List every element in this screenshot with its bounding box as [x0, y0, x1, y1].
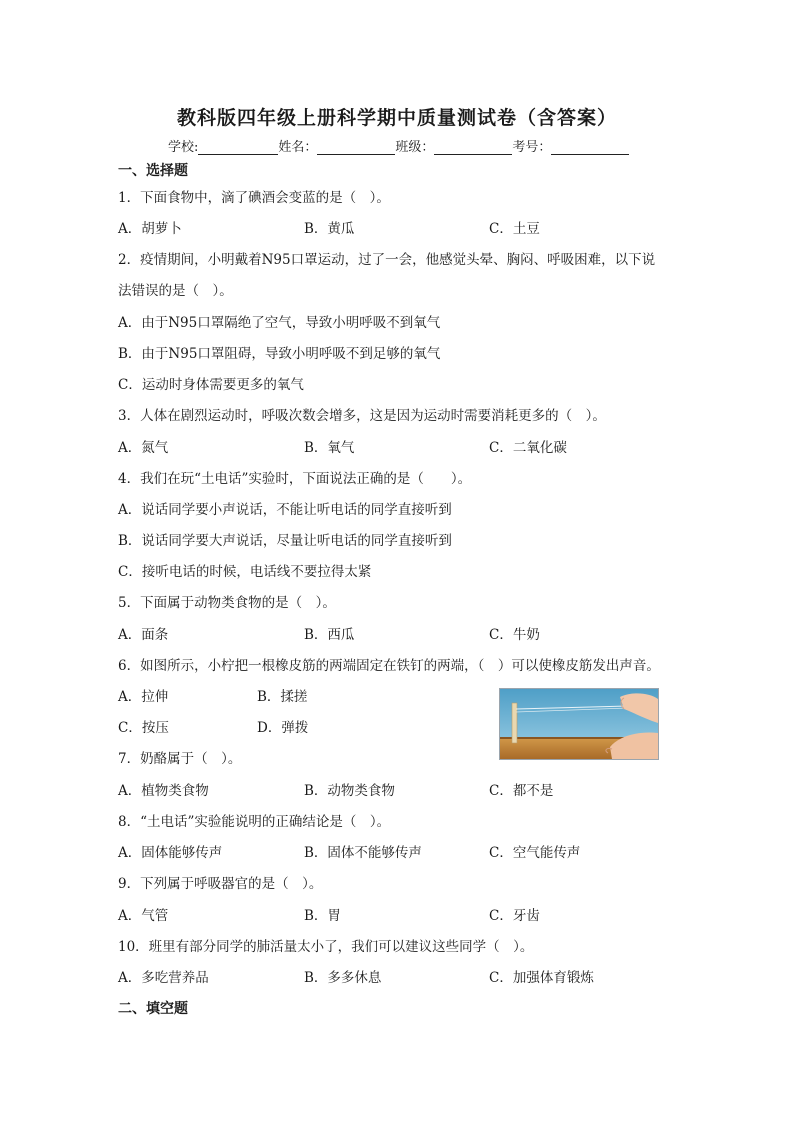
question-7-option-c: C．都不是: [489, 783, 554, 799]
page-title: 教科版四年级上册科学期中质量测试卷（含答案）: [176, 107, 617, 129]
question-6-option-c: C．按压: [118, 720, 169, 736]
question-8-option-c: C．空气能传声: [489, 845, 581, 861]
question-1-option-b: B．黄瓜: [304, 221, 355, 237]
question-8-option-a: A．固体能够传声: [118, 845, 223, 861]
question-4-option-b: B．说话同学要大声说话，尽量让听电话的同学直接听到: [118, 533, 452, 549]
question-7-stem: 7．奶酪属于（ ）。: [118, 751, 242, 767]
question-6-stem: 6．如图所示，小柠把一根橡皮筋的两端固定在铁钉的两端，（ ）可以使橡皮筋发出声音。: [118, 658, 660, 674]
name-label: 姓名：: [278, 140, 318, 155]
number-blank[interactable]: [551, 140, 629, 155]
question-4-option-a: A．说话同学要小声说话，不能让听电话的同学直接听到: [118, 502, 452, 518]
question-1-stem: 1．下面食物中，滴了碘酒会变蓝的是（ ）。: [118, 190, 390, 206]
question-3-option-b: B．氧气: [304, 440, 355, 456]
question-4-option-c: C．接听电话的时候，电话线不要拉得太紧: [118, 564, 372, 580]
question-7-option-b: B．动物类食物: [304, 783, 395, 799]
class-label: 班级：: [395, 140, 435, 155]
question-5-option-b: B．西瓜: [304, 627, 355, 643]
question-3-option-c: C．二氧化碳: [489, 440, 567, 456]
question-3-stem: 3．人体在剧烈运动时，呼吸次数会增多，这是因为运动时需要消耗更多的（ ）。: [118, 408, 606, 424]
question-1-option-a: A．胡萝卜: [118, 221, 182, 237]
question-2-option-c: C．运动时身体需要更多的氧气: [118, 377, 304, 393]
question-4-stem: 4．我们在玩“土电话”实验时，下面说法正确的是（ ）。: [118, 471, 472, 487]
name-blank[interactable]: [317, 140, 395, 155]
question-10-option-c: C．加强体育锻炼: [489, 970, 594, 986]
question-1-option-c: C．土豆: [489, 221, 540, 237]
school-blank[interactable]: [198, 140, 278, 155]
question-5-option-a: A．面条: [118, 627, 169, 643]
question-9-option-b: B．胃: [304, 908, 341, 924]
rubber-band-photo: [499, 688, 659, 760]
number-label: 考号：: [512, 140, 552, 155]
question-10-stem: 10．班里有部分同学的肺活量太小了，我们可以建议这些同学（ ）。: [118, 939, 534, 955]
question-2-stem-line-1: 2．疫情期间，小明戴着N95口罩运动，过了一会，他感觉头晕、胸闷、呼吸困难，以下说: [118, 252, 656, 268]
section-heading-fill-in: 二、填空题: [118, 1001, 188, 1017]
question-5-option-c: C．牛奶: [489, 627, 540, 643]
question-2-option-a: A．由于N95口罩隔绝了空气，导致小明呼吸不到氧气: [118, 315, 441, 331]
question-10-option-b: B．多多休息: [304, 970, 382, 986]
class-blank[interactable]: [434, 140, 512, 155]
question-8-stem: 8．“土电话”实验能说明的正确结论是（ ）。: [118, 814, 391, 830]
question-10-option-a: A．多吃营养品: [118, 970, 209, 986]
question-2-option-b: B．由于N95口罩阻碍，导致小明呼吸不到足够的氧气: [118, 346, 441, 362]
student-info-line: [168, 136, 638, 155]
question-9-option-a: A．气管: [118, 908, 169, 924]
question-3-option-a: A．氮气: [118, 440, 169, 456]
school-label: 学校:: [168, 140, 199, 155]
question-7-option-a: A．植物类食物: [118, 783, 209, 799]
question-9-option-c: C．牙齿: [489, 908, 540, 924]
question-6-option-d: D．弹拨: [257, 720, 309, 736]
question-6-option-b: B．揉搓: [257, 689, 308, 705]
question-2-stem-line-2: 法错误的是（ ）。: [118, 283, 233, 299]
question-6-option-a: A．拉伸: [118, 689, 169, 705]
question-5-stem: 5．下面属于动物类食物的是（ ）。: [118, 595, 336, 611]
section-heading-choice: 一、选择题: [118, 163, 188, 179]
question-9-stem: 9．下列属于呼吸器官的是（ ）。: [118, 876, 323, 892]
question-8-option-b: B．固体不能够传声: [304, 845, 422, 861]
